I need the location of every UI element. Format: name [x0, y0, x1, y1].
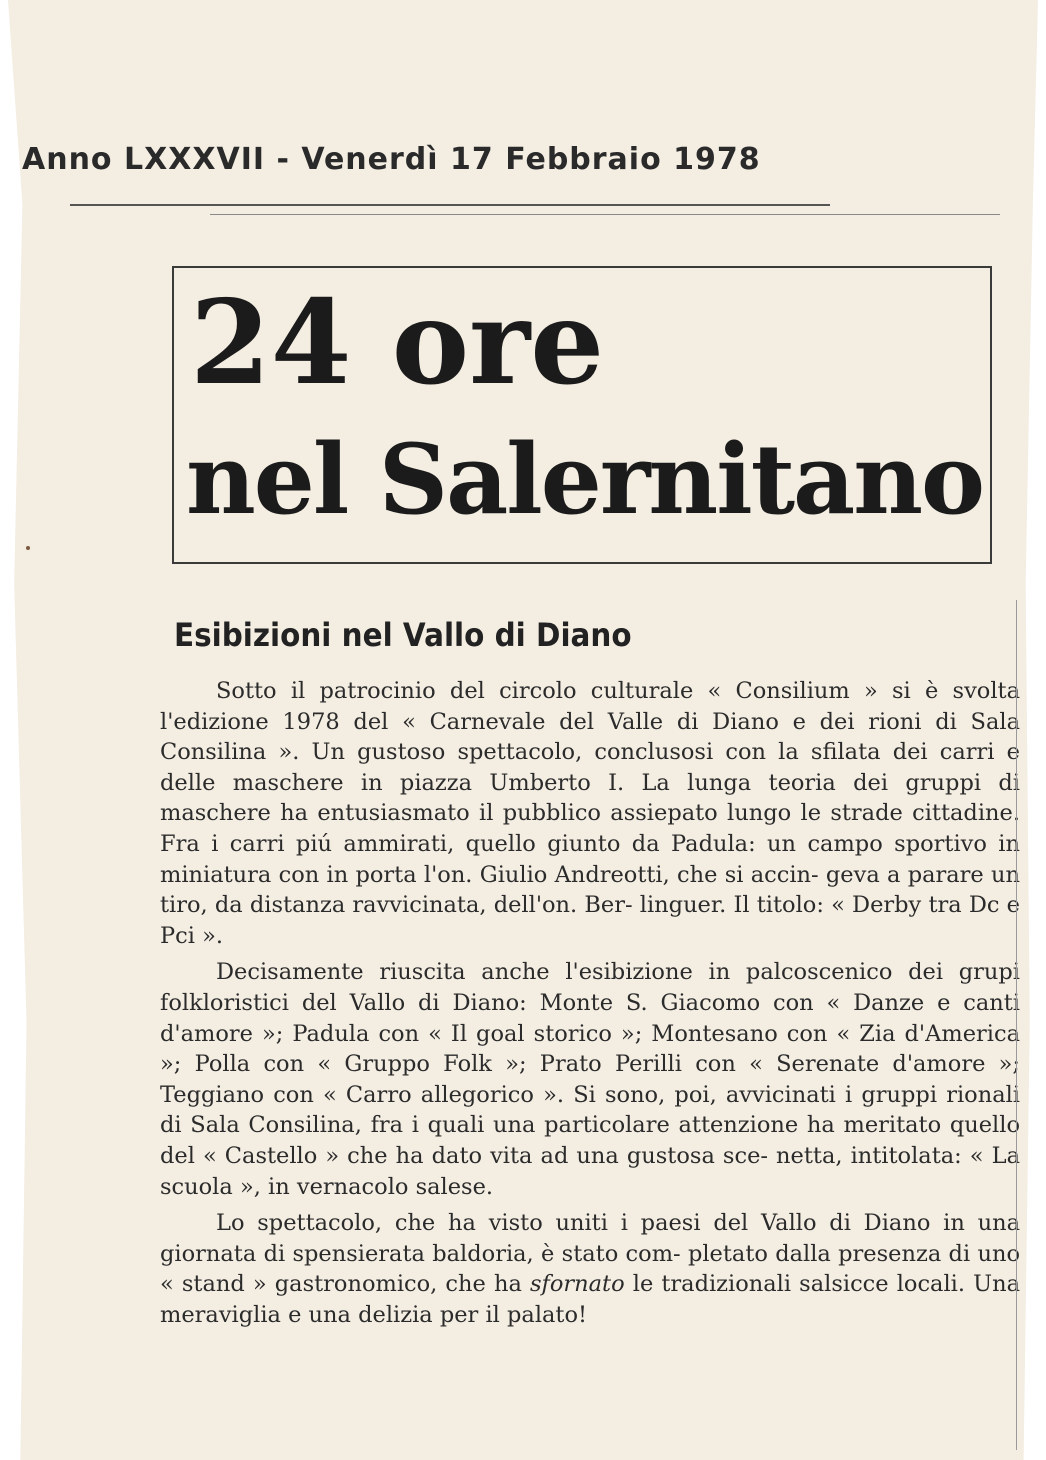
masthead-rule: [70, 204, 830, 206]
column-rule: [1016, 600, 1017, 1450]
article-body: [160, 676, 1020, 1336]
article-paragraph-3: [160, 1208, 1020, 1330]
paper-speck: [26, 546, 30, 550]
paragraph-3-text-a: Lo spettacolo, che ha visto uniti i paesi del Vallo di Diano in una giornata di spensierata baldoria, è stato com- pletato dalla presenza di uno « stand » gastronomico, che ha: [160, 1210, 1020, 1298]
article-paragraph-2: Decisamente riuscita anche l'esibizione in palcoscenico dei grupi folkloristici del Vallo di Diano: Monte S. Giacomo con « Danze e canti d'amore »; Padula con « Il goal storico »; Montesano con « Zia d'America »; Polla con « Gruppo Folk »; Prato Perilli con « Serenate d'amore »; Teggiano con « Carro allegorico ». Si sono, poi, avvicinati i gruppi rionali di Sala Consilina, fra i quali una particolare attenzione ha meritato quello del « Castello » che ha dato vita ad una gustosa sce- netta, intitolata: « La scuola », in vernacolo salese.: [160, 959, 1020, 1200]
article-paragraph-1: Sotto il patrocinio del circolo culturale « Consilium » si è svolta l'edizione 1978 del « Carnevale del Valle di Diano e dei rioni di Sala Consilina ». Un gustoso spettacolo, conclusosi con la sfilata dei carri e delle maschere in piazza Umberto I. La lunga teoria dei gruppi di maschere ha entusiasmato il pubblico assiepato lungo le strade cittadine. Fra i carri piú ammirati, quello giunto da Padula: un campo sportivo in miniatura con in porta l'on. Giulio Andreotti, che si accin- geva a parare un tiro, da distanza ravvicinata, dell'on. Ber- linguer. Il titolo: « Derby tra Dc e Pci ».: [160, 678, 1020, 949]
headline-line-1: 24 ore: [190, 275, 605, 411]
article-subhead: Esibizioni nel Vallo di Diano: [174, 616, 632, 654]
masthead-rule-thin: [210, 214, 1000, 215]
paragraph-3-text-b: le tradizionali salsicce locali. Una meraviglia e una delizia per il palato!: [160, 1271, 1020, 1328]
headline-line-2: nel Salernitano: [186, 423, 984, 536]
masthead-date-line: Anno LXXXVII - Venerdì 17 Febbraio 1978: [22, 142, 761, 177]
paragraph-3-italic-word: sfornato: [529, 1271, 625, 1298]
